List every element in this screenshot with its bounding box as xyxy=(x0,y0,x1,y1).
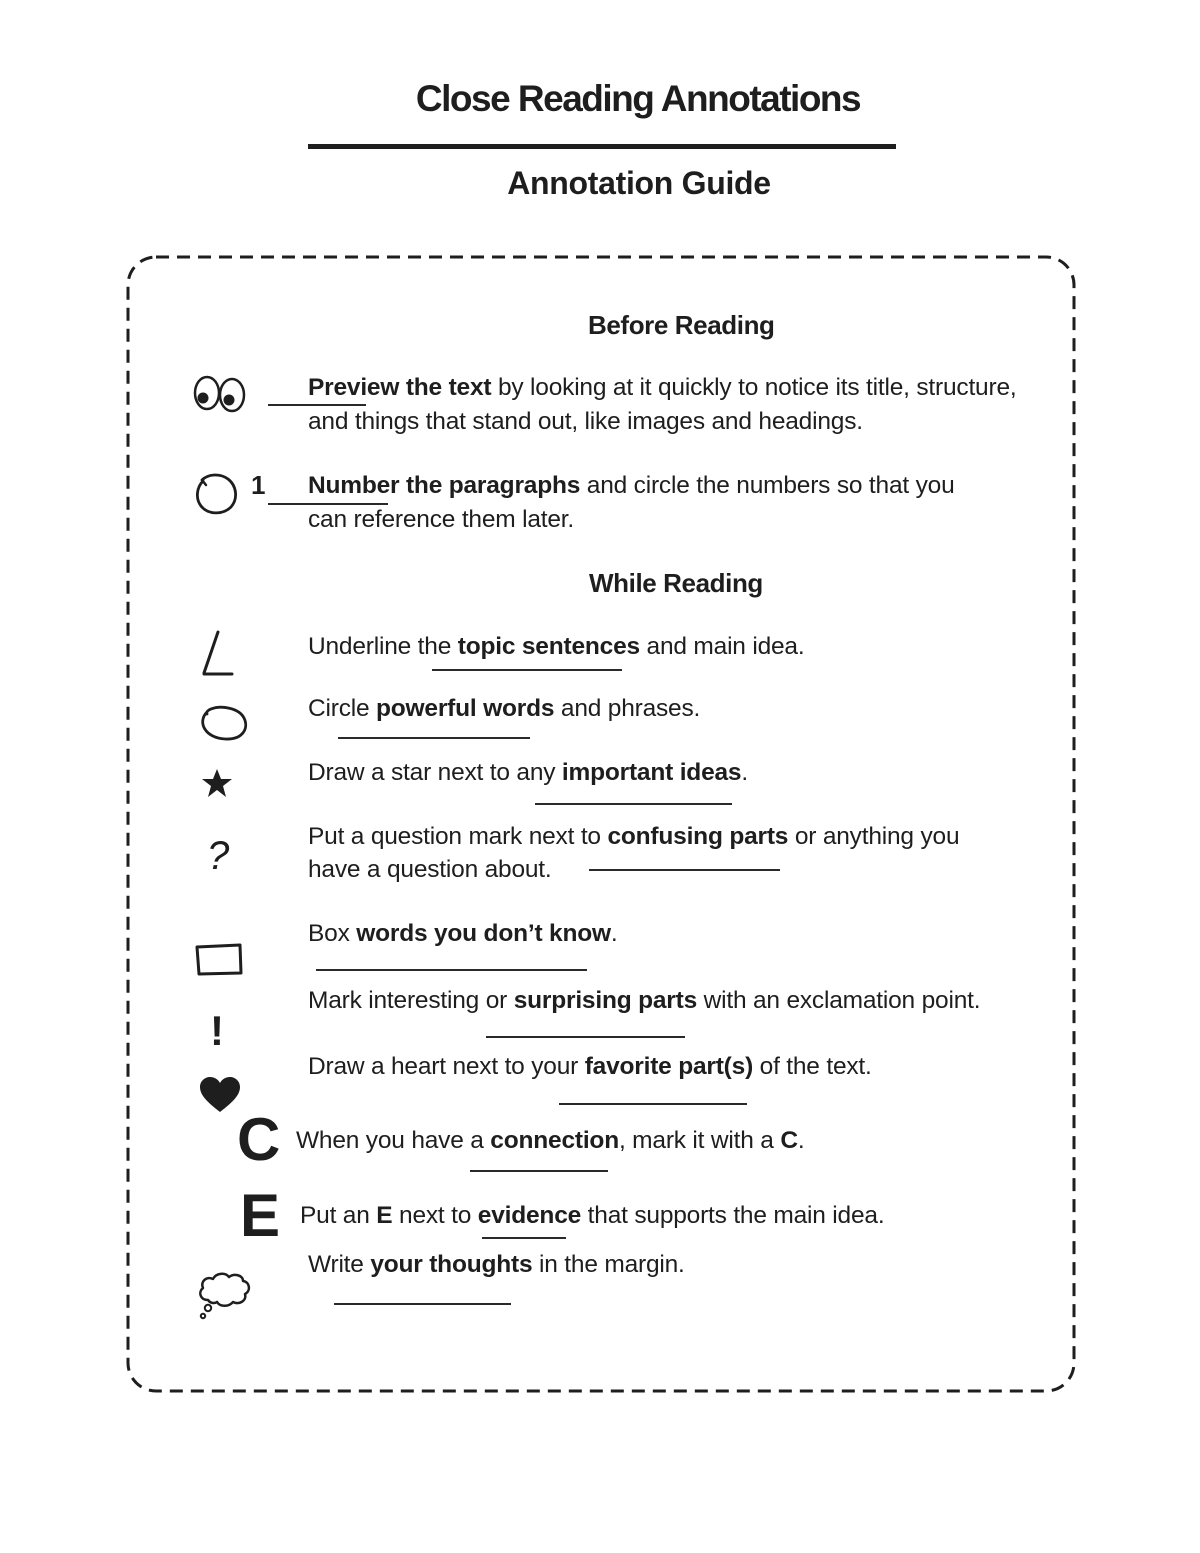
thoughts-instruction xyxy=(308,1248,685,1281)
question-mark-icon: ? xyxy=(207,834,230,878)
connection-instruction xyxy=(296,1124,804,1157)
before-reading-heading: Before Reading xyxy=(588,310,775,340)
paragraph-number: 1 xyxy=(251,470,266,500)
answer-blank xyxy=(338,737,530,739)
underline-instruction xyxy=(308,630,804,663)
star-icon xyxy=(200,767,234,799)
answer-blank xyxy=(559,1103,747,1105)
title-divider xyxy=(308,144,896,149)
text-bold-2: evidence xyxy=(477,1202,582,1229)
answer-blank xyxy=(334,1303,511,1305)
answer-blank xyxy=(535,803,732,805)
text-pre: Circle xyxy=(308,695,377,722)
text-post: . xyxy=(741,759,748,786)
text-post: , mark it with a xyxy=(618,1127,781,1154)
answer-blank xyxy=(482,1237,566,1239)
eyes-icon xyxy=(191,372,251,416)
text-pre: Put a question mark next to xyxy=(308,823,608,850)
answer-blank xyxy=(316,969,587,971)
text-post-2: that supports the main idea. xyxy=(581,1202,885,1229)
text-bold: your thoughts xyxy=(370,1251,533,1278)
text-pre: Write xyxy=(308,1251,371,1278)
text-post: of the text. xyxy=(753,1053,872,1080)
text-post: and phrases. xyxy=(554,695,701,722)
answer-blank xyxy=(470,1170,608,1172)
preview-text-line-2: and things that stand out, like images and headings. xyxy=(308,408,863,435)
text-bold: powerful words xyxy=(376,695,555,722)
star-instruction xyxy=(308,756,748,789)
number-paragraphs-line-1 xyxy=(308,469,955,502)
letter-c-icon: C xyxy=(237,1106,281,1173)
question-instruction-line-2: have a question about. xyxy=(308,856,552,883)
preview-text-rest: by looking at it quickly to notice its title, structure, xyxy=(491,374,1017,401)
exclamation-icon: ! xyxy=(210,1007,224,1054)
text-pre: Put an xyxy=(300,1202,377,1229)
text-pre: Mark interesting or xyxy=(308,987,514,1014)
text-bold: confusing parts xyxy=(607,823,789,850)
heart-instruction xyxy=(308,1050,872,1083)
text-bold: connection xyxy=(490,1127,619,1154)
box-icon xyxy=(193,940,245,980)
preview-text-bold: Preview the text xyxy=(308,374,492,401)
heart-icon xyxy=(199,1076,241,1114)
text-pre: Box xyxy=(308,920,357,947)
question-instruction-line-1 xyxy=(308,820,959,853)
text-bold-2: C xyxy=(780,1127,798,1154)
preview-text-line-1 xyxy=(308,371,1016,404)
circle-instruction xyxy=(308,692,700,725)
circled-number-icon xyxy=(193,472,241,518)
answer-blank xyxy=(486,1036,685,1038)
number-paragraphs-line-2: can reference them later. xyxy=(308,506,575,533)
text-bold: E xyxy=(376,1202,393,1229)
while-reading-heading: While Reading xyxy=(589,568,763,598)
text-pre: Underline the xyxy=(308,633,458,660)
page-subtitle: Annotation Guide xyxy=(507,165,771,201)
number-paragraphs-bold: Number the paragraphs xyxy=(308,472,581,499)
number-paragraphs-rest: and circle the numbers so that you xyxy=(580,472,955,499)
text-post: . xyxy=(610,920,618,947)
exclamation-instruction xyxy=(308,984,980,1017)
page-title: Close Reading Annotations xyxy=(415,78,861,119)
text-pre: When you have a xyxy=(296,1127,491,1154)
answer-blank xyxy=(589,869,780,871)
letter-e-icon: E xyxy=(240,1182,281,1249)
text-post: or anything you xyxy=(788,823,960,850)
text-post-2: . xyxy=(797,1127,805,1154)
text-post: and main idea. xyxy=(639,633,805,660)
text-bold: favorite part(s) xyxy=(584,1053,754,1080)
text-bold: surprising parts xyxy=(513,987,698,1014)
text-bold: topic sentences xyxy=(457,633,640,660)
text-bold: words you don’t know xyxy=(356,920,611,947)
text-post: next to xyxy=(392,1202,478,1229)
text-pre: Draw a star next to any xyxy=(308,759,562,786)
underline-icon xyxy=(198,628,238,680)
text-bold: important ideas xyxy=(561,759,742,786)
thought-bubble-icon xyxy=(196,1270,254,1322)
evidence-instruction xyxy=(300,1199,884,1232)
text-post: with an exclamation point. xyxy=(697,987,981,1014)
text-post: in the margin. xyxy=(532,1251,685,1278)
circle-icon xyxy=(199,702,251,744)
text-pre: Draw a heart next to your xyxy=(308,1053,585,1080)
box-instruction xyxy=(308,917,617,950)
answer-blank xyxy=(432,669,622,671)
